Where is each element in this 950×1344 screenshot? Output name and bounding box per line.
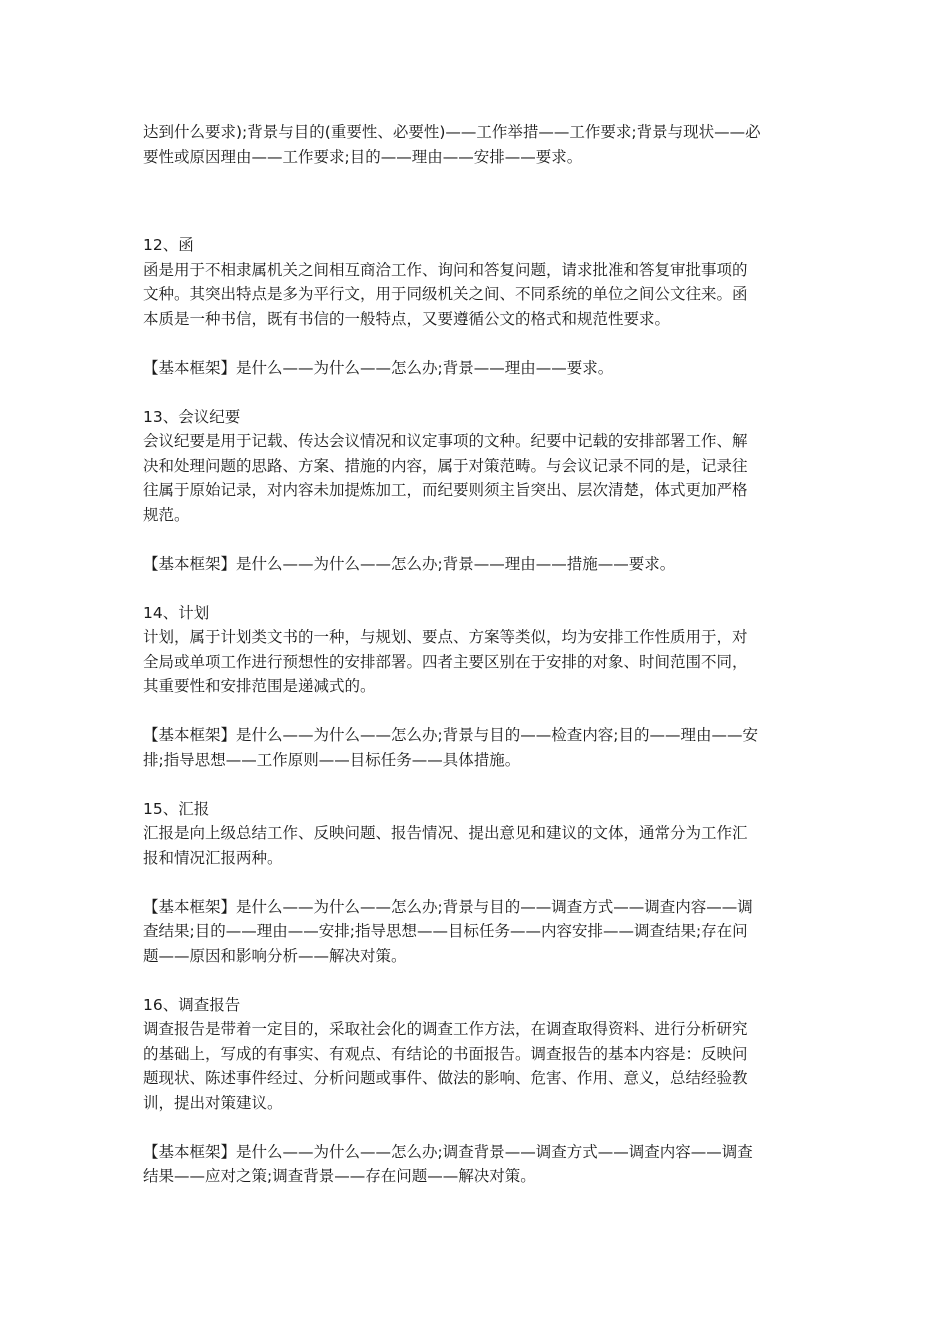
section-heading: 16、调查报告 — [143, 995, 241, 1014]
section-desc-line: 的基础上，写成的有事实、有观点、有结论的书面报告。调查报告的基本内容是：反映问 — [143, 1044, 748, 1063]
framework-line: 题——原因和影响分析——解决对策。 — [143, 946, 407, 965]
section-heading: 14、计划 — [143, 603, 210, 622]
section-desc-line: 其重要性和安排范围是递减式的。 — [143, 677, 376, 695]
framework-line: 【基本框架】是什么——为什么——怎么办;背景——理由——措施——要求。 — [143, 554, 676, 573]
section-12 — [143, 233, 811, 380]
intro-line: 要性或原因理由——工作要求;目的——理由——安排——要求。 — [143, 147, 583, 166]
section-desc-line: 规范。 — [143, 505, 190, 524]
framework-line: 【基本框架】是什么——为什么——怎么办;背景与目的——调查方式——调查内容——调 — [143, 897, 753, 916]
framework-line: 【基本框架】是什么——为什么——怎么办;调查背景——调查方式——调查内容——调查 — [143, 1142, 753, 1161]
intro-line: 达到什么要求);背景与目的(重要性、必要性)——工作举措——工作要求;背景与现状——必 — [143, 123, 761, 141]
section-15 — [143, 797, 811, 969]
section-desc-line: 函是用于不相隶属机关之间相互商洽工作、询问和答复问题，请求批准和答复审批事项的 — [143, 260, 748, 279]
intro-paragraph — [143, 120, 811, 169]
section-desc-line: 文种。其突出特点是多为平行文，用于同级机关之间、不同系统的单位之间公文往来。函 — [143, 285, 748, 303]
section-desc-line: 决和处理问题的思路、方案、措施的内容，属于对策范畴。与会议记录不同的是，记录往 — [143, 456, 748, 475]
section-13 — [143, 405, 811, 577]
section-desc-line: 汇报是向上级总结工作、反映问题、报告情况、提出意见和建议的文体，通常分为工作汇 — [143, 824, 748, 842]
section-desc-line: 会议纪要是用于记载、传达会议情况和议定事项的文种。纪要中记载的安排部署工作、解 — [143, 432, 748, 450]
section-heading: 13、会议纪要 — [143, 407, 241, 426]
framework-line: 查结果;目的——理由——安排;指导思想——目标任务——内容安排——调查结果;存在问 — [143, 922, 748, 940]
section-16 — [143, 993, 811, 1189]
section-14 — [143, 601, 811, 773]
framework-line: 【基本框架】是什么——为什么——怎么办;背景与目的——检查内容;目的——理由——安 — [143, 726, 758, 744]
section-desc-line: 往属于原始记录，对内容未加提炼加工，而纪要则须主旨突出、层次清楚，体式更加严格 — [143, 481, 748, 499]
framework-line: 【基本框架】是什么——为什么——怎么办;背景——理由——要求。 — [143, 358, 614, 377]
framework-line: 结果——应对之策;调查背景——存在问题——解决对策。 — [143, 1167, 536, 1185]
framework-line: 排;指导思想——工作原则——目标任务——具体措施。 — [143, 750, 521, 769]
section-desc-line: 调查报告是带着一定目的，采取社会化的调查工作方法，在调查取得资料、进行分析研究 — [143, 1020, 748, 1038]
document-body — [143, 120, 811, 1189]
section-desc-line: 本质是一种书信，既有书信的一般特点，又要遵循公文的格式和规范性要求。 — [143, 309, 671, 328]
section-desc-line: 训，提出对策建议。 — [143, 1093, 283, 1112]
section-heading: 15、汇报 — [143, 799, 210, 818]
section-desc-line: 报和情况汇报两种。 — [143, 848, 283, 867]
section-heading: 12、函 — [143, 236, 194, 254]
section-desc-line: 计划，属于计划类文书的一种，与规划、要点、方案等类似，均为安排工作性质用于，对 — [143, 628, 748, 646]
section-desc-line: 题现状、陈述事件经过、分析问题或事件、做法的影响、危害、作用、意义，总结经验教 — [143, 1069, 748, 1087]
section-desc-line: 全局或单项工作进行预想性的安排部署。四者主要区别在于安排的对象、时间范围不同， — [143, 652, 748, 671]
